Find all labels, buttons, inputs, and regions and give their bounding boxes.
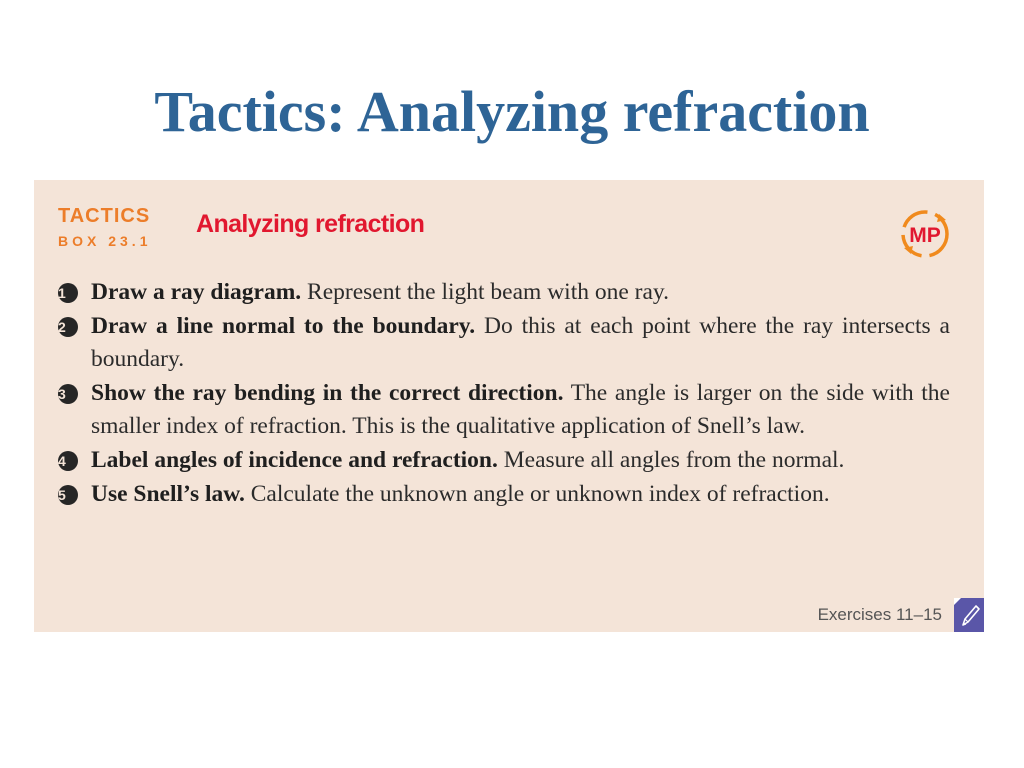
step-lead: Label angles of incidence and refraction.: [91, 446, 498, 473]
slide-title: Tactics: Analyzing refraction: [154, 79, 870, 144]
step-number-badge: 1: [58, 283, 78, 303]
step-lead: Draw a ray diagram.: [91, 279, 302, 305]
tactics-box: [34, 180, 984, 632]
tactics-box-label: [58, 204, 151, 252]
step-number-badge: 2: [58, 317, 78, 337]
step-text: Do this at each point where the ray intersects a boundary.: [91, 312, 950, 373]
tactics-label: TACTICS: [58, 205, 151, 227]
step-lead: Show the ray bending in the correct direction.: [91, 379, 564, 406]
step-text: Measure all angles from the normal.: [497, 446, 845, 473]
step-text: The angle is larger on the side with the smaller index of refraction. This is the qualitative application of Snell’s law.: [91, 379, 950, 440]
box-number: BOX 23.1: [58, 233, 152, 249]
tactics-steps: [56, 276, 950, 511]
mastering-physics-badge-icon: [899, 208, 951, 260]
step-lead: Use Snell’s law.: [91, 480, 245, 507]
step-item: [56, 478, 950, 512]
step-item: [56, 444, 950, 478]
step-lead: Draw a line normal to the boundary.: [91, 312, 476, 339]
pencil-icon[interactable]: [954, 598, 984, 632]
mp-badge-text: MP: [909, 224, 941, 247]
step-number-badge: 4: [58, 451, 78, 471]
box-heading: Analyzing refraction: [196, 210, 425, 238]
step-text: Represent the light beam with one ray.: [301, 279, 670, 305]
exercises-reference: Exercises 11–15: [817, 605, 942, 624]
step-text: Calculate the unknown angle or unknown index of refraction.: [244, 480, 830, 507]
step-item: [56, 276, 950, 310]
step-item: [56, 310, 950, 377]
step-item: [56, 377, 950, 444]
step-number-badge: 3: [58, 384, 78, 404]
step-number-badge: 5: [58, 485, 78, 505]
